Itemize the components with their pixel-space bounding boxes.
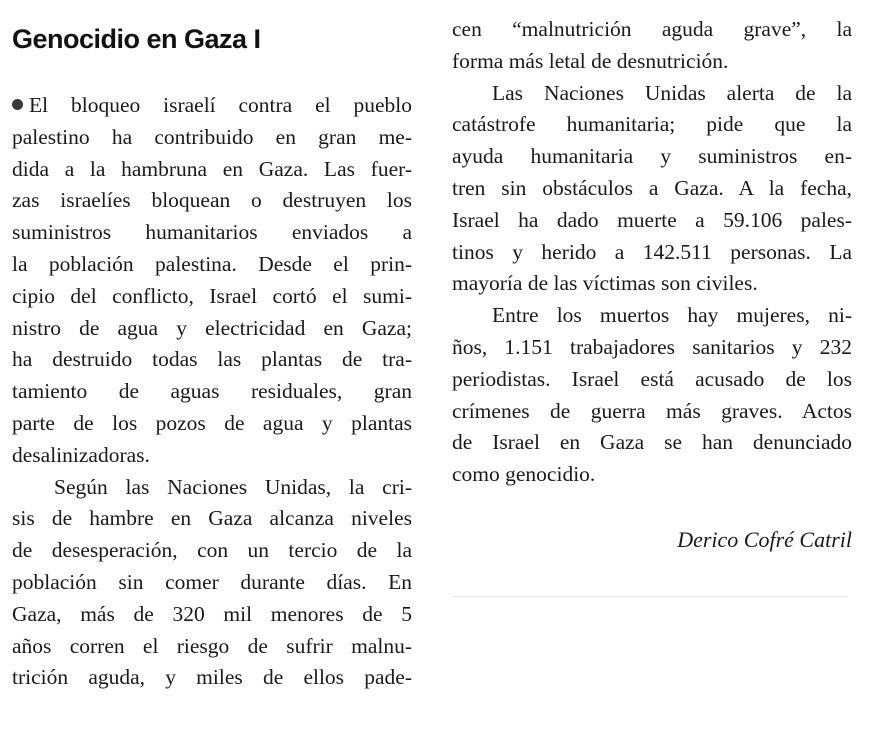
text-line: ha destruido todas las plantas de tra- [12,347,412,372]
text-line: tamiento de aguas residuales, gran [12,379,412,404]
text-line: periodistas. Israel está acusado de los [452,366,852,391]
text-line: cen “malnutrición aguda grave”, la [452,17,852,41]
text-line: tren sin obstáculos a Gaza. A la fecha, [452,175,852,200]
text-line: mayoría de las víctimas son civiles. [452,271,758,296]
text-line: zas israelíes bloquean o destruyen los [12,188,412,213]
text-line: ayuda humanitaria y suministros en- [452,144,852,169]
text-line: cipio del conflicto, Israel cortó el sumi- [12,283,412,308]
text-line: población sin comer durante días. En [12,569,412,594]
text-line: parte de los pozos de agua y plantas [12,410,412,435]
text-line: tinos y herido a 142.511 personas. La [452,239,852,264]
text-line: desalinizadoras. [12,442,150,467]
right-column [452,14,852,555]
paragraph-1 [12,90,412,472]
text-line: de Israel en Gaza se han denunciado [452,430,852,455]
text-line: ños, 1.151 trabajadores sanitarios y 232 [452,334,852,359]
letter-title: Genocidio en Gaza I [12,24,261,54]
text-line: sis de hambre en Gaza alcanza niveles [12,506,412,531]
left-column [12,22,412,694]
text-line: Entre los muertos hay mujeres, ni- [492,303,852,328]
text-line: como genocidio. [452,462,596,487]
column-divider [452,596,848,597]
text-line: trición aguda, y miles de ellos pade- [12,665,412,690]
paragraph-2 [12,472,412,695]
text-line: El bloqueo israelí contra el pueblo [12,90,412,122]
text-line: suministros humanitarios enviados a [12,220,412,245]
paragraph-4 [452,300,852,491]
text-line: catástrofe humanitaria; pide que la [452,112,852,137]
text-line: palestino ha contribuido en gran me- [12,124,412,149]
text-line: Gaza, más de 320 mil menores de 5 [12,601,412,626]
author-signature: Derico Cofré Catril [677,526,852,552]
text-line: Las Naciones Unidas alerta de la [492,80,852,105]
text-line: forma más letal de desnutrición. [452,48,729,73]
text-line: Según las Naciones Unidas, la cri- [54,474,412,499]
text-line: años corren el riesgo de sufrir malnu- [12,633,412,658]
paragraph-2-continued [452,14,852,78]
paragraph-3 [452,78,852,301]
text-line: dida a la hambruna en Gaza. Las fuer- [12,156,412,181]
text-line: de desesperación, con un tercio de la [12,538,412,563]
bullet-dot-icon [12,99,23,110]
text-line: crímenes de guerra más graves. Actos [452,398,852,423]
text-line: nistro de agua y electricidad en Gaza; [12,315,412,340]
text-line: la población palestina. Desde el prin- [12,251,412,276]
text-line: Israel ha dado muerte a 59.106 pales- [452,207,852,232]
